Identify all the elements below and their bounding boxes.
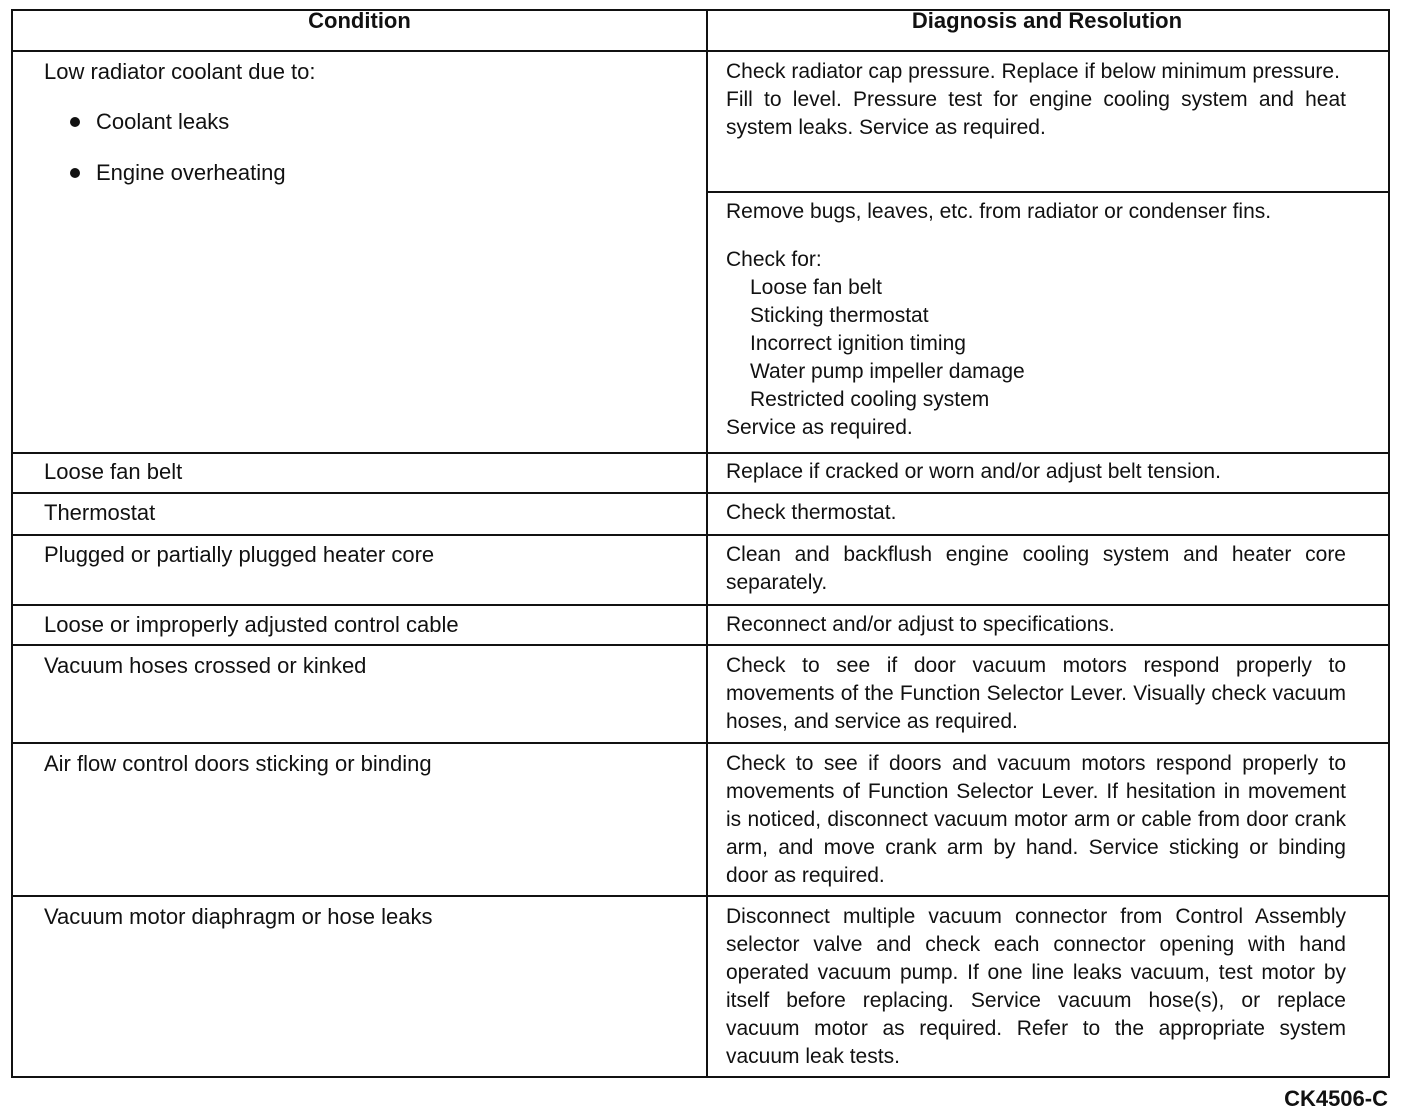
figure-code: CK4506-C (1284, 1086, 1388, 1111)
condition-bullet: Coolant leaks (70, 108, 229, 136)
row-rule (706, 191, 1388, 193)
row-rule (13, 644, 1388, 646)
bullet-icon (70, 117, 80, 127)
row-diagnosis: Replace if cracked or worn and/or adjust belt tension. (726, 460, 1221, 483)
row-rule (13, 452, 1388, 454)
row-rule (13, 895, 1388, 897)
row-condition: Vacuum motor diaphragm or hose leaks (44, 904, 433, 929)
row-diagnosis: Check thermostat. (726, 501, 897, 524)
row-diagnosis: Check to see if doors and vacuum motors respond properly to movements of Function Selector Lever. If hesitation in movement is noticed, disconnect vacuum motor arm or cable from door crank arm, and move crank arm by hand. Service sticking or binding door as required. (726, 752, 1346, 887)
header-diagnosis: Diagnosis and Resolution (911, 7, 1183, 33)
row-condition: Thermostat (44, 500, 156, 525)
header-condition: Condition (308, 7, 411, 33)
row-condition: Loose fan belt (44, 459, 183, 484)
row-diagnosis: Check to see if door vacuum motors respond properly to movements of the Function Selector Lever. Visually check vacuum hoses, and service as required. (726, 654, 1346, 733)
row-diagnosis: Reconnect and/or adjust to specifications. (726, 613, 1115, 636)
row-condition: Loose or improperly adjusted control cable (44, 612, 459, 637)
condition-bullet: Engine overheating (70, 159, 286, 187)
row-rule (13, 534, 1388, 536)
row-condition: Plugged or partially plugged heater core (44, 542, 435, 567)
column-divider (706, 11, 708, 1076)
row-diagnosis: Check radiator cap pressure. Replace if below minimum pressure. Fill to level. Pressure test for engine cooling system and heat system leaks. Service as required. (726, 60, 1346, 139)
row-condition: Vacuum hoses crossed or kinked (44, 653, 367, 678)
row-diagnosis: Disconnect multiple vacuum connector from Control Assembly selector valve and check each connector opening with hand operated vacuum pump. If one line leaks vacuum, test motor by itself before replacing. Service vacuum hose(s), or replace vacuum motor as required. Refer to the appropriate system vacuum leak tests. (726, 905, 1346, 1068)
row-condition: Air flow control doors sticking or binding (44, 751, 432, 776)
row-rule (13, 492, 1388, 494)
row-rule (13, 742, 1388, 744)
row-diagnosis: Clean and backflush engine cooling system and heater core separately. (726, 543, 1346, 594)
header-rule (13, 50, 1388, 52)
row-condition: Low radiator coolant due to: (44, 59, 316, 84)
bullet-icon (70, 168, 80, 178)
row-diagnosis: Remove bugs, leaves, etc. from radiator or condenser fins. Check for: Loose fan belt Sticking thermostat Incorrect ignition timing Water pump impeller damage Restricted cooling system Service as required. (726, 200, 1272, 439)
row-rule (13, 604, 1388, 606)
